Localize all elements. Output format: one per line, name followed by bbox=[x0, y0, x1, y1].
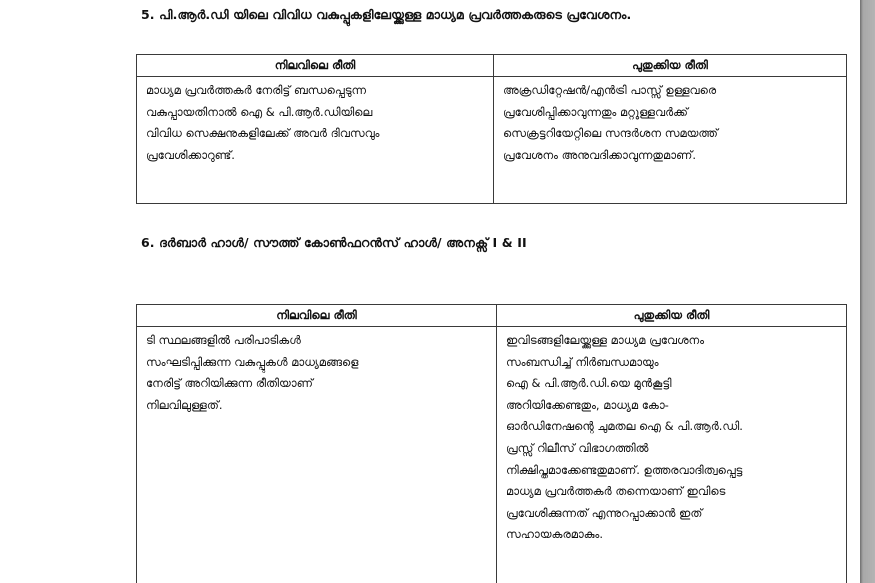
text-line: അറിയിക്കേണ്ടതും, മാധ്യമ കോ- bbox=[506, 397, 669, 412]
current-method-cell bbox=[137, 327, 497, 583]
text-line: ഓർഡിനേഷന്റെ ചുമതല ഐ & പി.ആർ.ഡി. bbox=[506, 419, 743, 434]
table-row bbox=[137, 77, 847, 204]
text-line: വിവിധ സെക്ഷനുകളിലേക്ക് അവർ ദിവസവും bbox=[146, 126, 380, 141]
column-header-current: നിലവിലെ രീതി bbox=[137, 305, 497, 327]
section-5-heading: 5. പി.ആർ.ഡി യിലെ വിവിധ വകുപ്പുകളിലേയ്ക്കുള്ള മാധ്യമ പ്രവർത്തകരുടെ പ്രവേശനം. bbox=[141, 7, 632, 22]
section-5-table bbox=[136, 54, 847, 204]
text-line: ടി സ്ഥലങ്ങളിൽ പരിപാടികൾ bbox=[146, 333, 301, 347]
text-line: നേരിട്ട് അറിയിക്കുന്ന രീതിയാണ് bbox=[146, 376, 313, 391]
section-6-table bbox=[136, 304, 847, 583]
text-line: പ്രവേശിപ്പിക്കാവുന്നതും മറ്റുള്ളവർക്ക് bbox=[503, 104, 688, 119]
text-line: പ്രവേശിക്കാറുണ്ട്. bbox=[146, 147, 235, 162]
new-method-cell bbox=[494, 77, 847, 204]
text-line: സംഘടിപ്പിക്കുന്ന വകുപ്പുകൾ മാധ്യമങ്ങളെ bbox=[146, 354, 359, 369]
column-header-new: പുതുക്കിയ രീതി bbox=[497, 305, 847, 327]
new-method-cell bbox=[497, 327, 847, 583]
text-line: പ്രവേശനം അനുവദിക്കാവുന്നതുമാണ്. bbox=[503, 147, 696, 162]
text-line: അക്രഡിറ്റേഷൻ/എൻട്രി പാസ്സ് ഉള്ളവരെ bbox=[503, 83, 717, 97]
text-line: മാധ്യമ പ്രവർത്തകർ തന്നെയാണ് ഇവിടെ bbox=[506, 484, 726, 499]
text-line: പ്രസ്സ് റിലീസ് വിഭാഗത്തിൽ bbox=[506, 440, 649, 455]
table-header-row bbox=[137, 305, 847, 327]
table-row bbox=[137, 327, 847, 583]
page-edge-shadow bbox=[860, 0, 875, 583]
section-6-heading: 6. ദർബാർ ഹാൾ/ സൗത്ത് കോൺഫറൻസ് ഹാൾ/ അനക്സ് I & II bbox=[141, 235, 527, 250]
current-method-cell bbox=[137, 77, 494, 204]
text-line: പ്രവേശിക്കുന്നത് എന്നുറപ്പാക്കാൻ ഇത് bbox=[506, 505, 703, 520]
column-header-new: പുതുക്കിയ രീതി bbox=[494, 55, 847, 77]
text-line: ഇവിടങ്ങളിലേയ്ക്കുള്ള മാധ്യമ പ്രവേശനം bbox=[506, 333, 705, 347]
text-line: വകുപ്പായതിനാൽ ഐ & പി.ആർ.ഡിയിലെ bbox=[146, 104, 373, 119]
text-line: സഹായകരമാകും. bbox=[506, 527, 604, 542]
text-line: നിക്ഷിപ്തമാക്കേണ്ടതുമാണ്. ഉത്തരവാദിത്വപ്പെട്ട bbox=[506, 462, 743, 477]
text-line: സെക്രട്ടറിയേറ്റിലെ സന്ദർശന സമയത്ത് bbox=[503, 126, 718, 141]
text-line: സംബന്ധിച്ച് നിർബന്ധമായും bbox=[506, 354, 659, 369]
column-header-current: നിലവിലെ രീതി bbox=[137, 55, 494, 77]
text-line: നിലവിലുള്ളത്. bbox=[146, 397, 223, 412]
text-line: മാധ്യമ പ്രവർത്തകർ നേരിട്ട് ബന്ധപ്പെടുന്ന bbox=[146, 83, 366, 97]
text-line: ഐ & പി.ആർ.ഡി.യെ മുൻകൂട്ടി bbox=[506, 376, 672, 391]
table-header-row bbox=[137, 55, 847, 77]
